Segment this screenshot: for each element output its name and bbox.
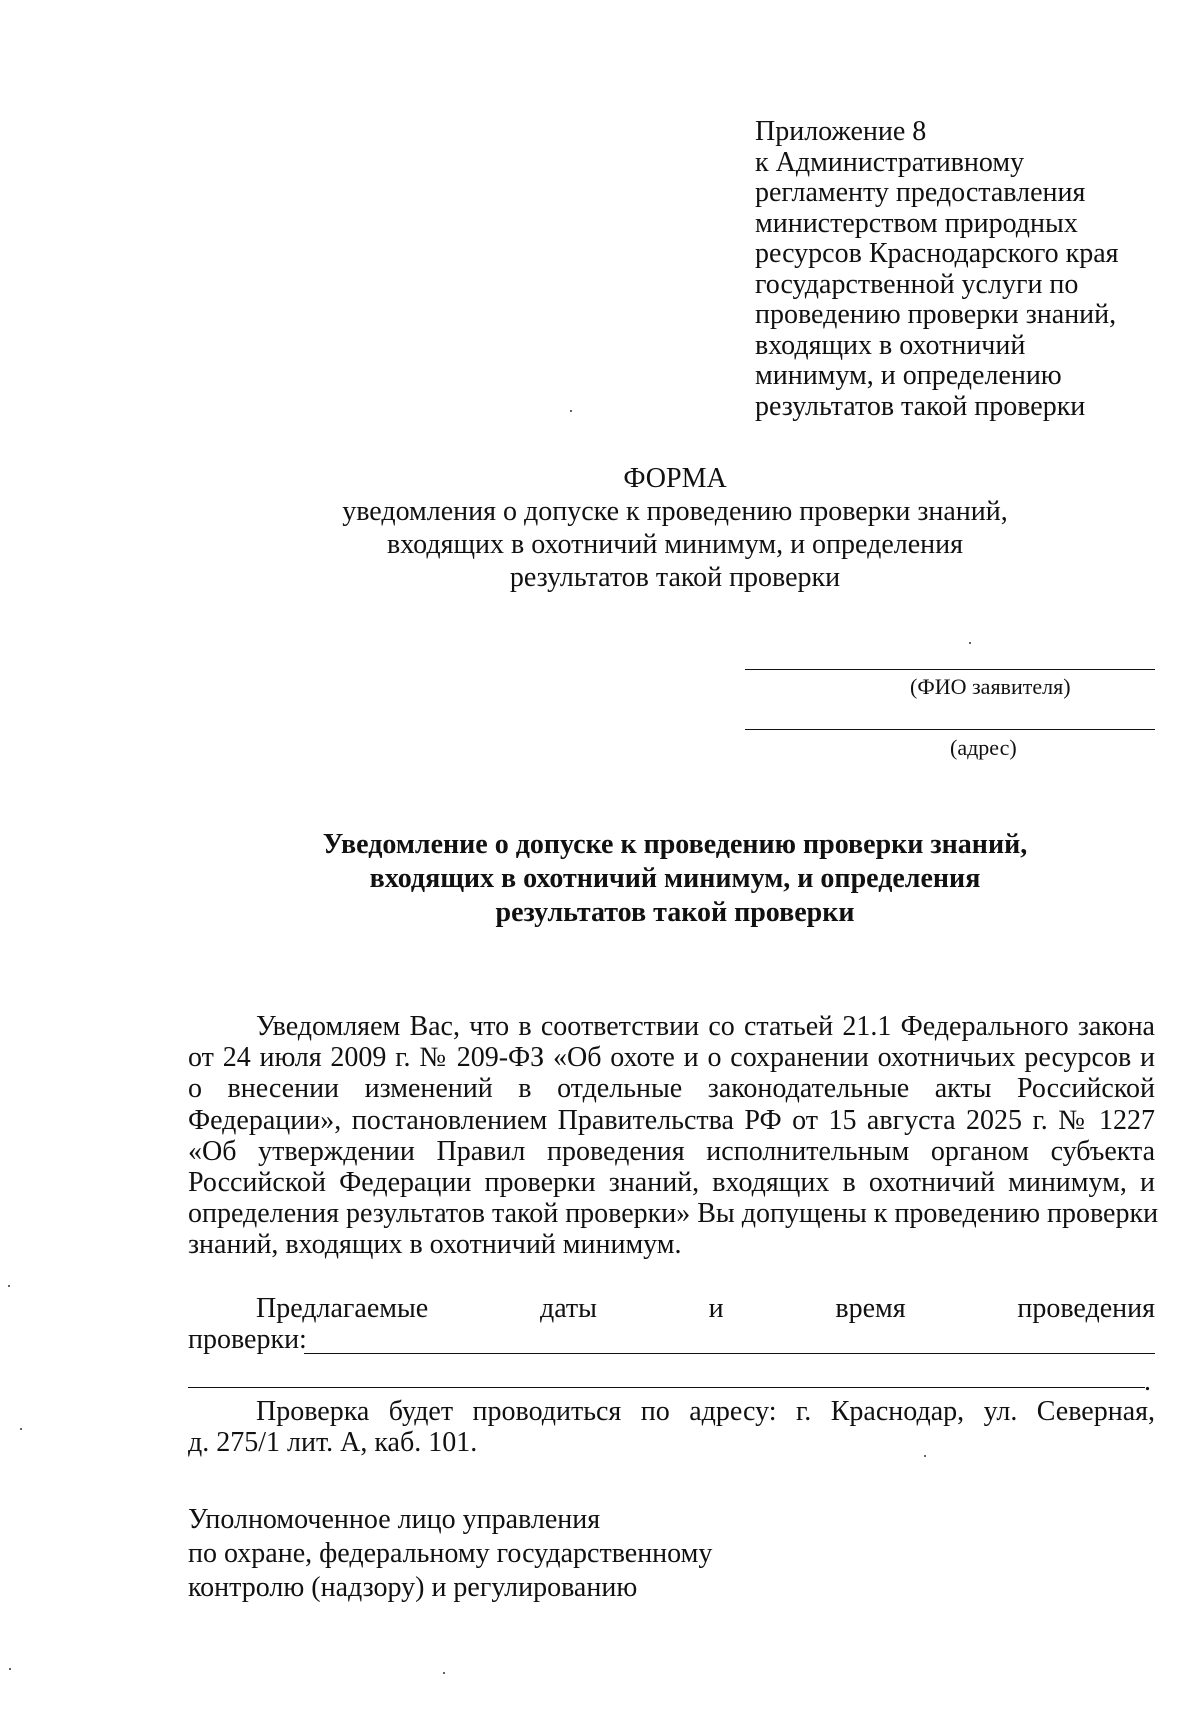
- address-line-text: д. 275/1 лит. А, каб. 101.: [188, 1427, 478, 1459]
- dates-words: [188, 1293, 1155, 1324]
- notice-heading-line: Уведомление о допуске к проведению проверки знаний,: [322, 829, 1028, 860]
- body-line: Федерации», постановлением Правительства РФ от 15 августа 2025 г. № 1227: [188, 1104, 1155, 1136]
- appendix-line: минимум, и определению: [755, 360, 1062, 391]
- signature-block: [188, 1503, 712, 1605]
- dates-word: время: [835, 1293, 906, 1324]
- form-title: [0, 462, 1200, 594]
- address-caption: (адрес): [950, 735, 1017, 760]
- appendix-line: ресурсов Краснодарского края: [755, 238, 1119, 269]
- dates-word: Предлагаемые: [256, 1293, 429, 1324]
- dates-word: даты: [539, 1293, 597, 1324]
- appendix-line: государственной услуги по: [755, 268, 1079, 300]
- appendix-line: результатов такой проверки: [755, 390, 1086, 422]
- scan-speck: [969, 642, 971, 644]
- notice-heading-line: входящих в охотничий минимум, и определения: [369, 863, 981, 894]
- body-line: от 24 июля 2009 г. № 209-ФЗ «Об охоте и о сохранении охотничьих ресурсов и: [188, 1042, 1155, 1074]
- dates-word: проведения: [1017, 1293, 1155, 1324]
- dates-input-line-2[interactable]: [188, 1387, 1145, 1388]
- notice-heading-line: результатов такой проверки: [495, 897, 855, 928]
- body-paragraph: [188, 1011, 1159, 1261]
- body-line: «Об утверждении Правил проведения исполнительным органом субъекта: [188, 1135, 1155, 1167]
- appendix-line: входящих в охотничий: [755, 329, 1026, 361]
- scan-speck: [924, 1455, 926, 1457]
- notice-heading: [0, 828, 1200, 930]
- body-line: о внесении изменений в отдельные законодательные акты Российской: [188, 1073, 1155, 1105]
- scan-speck: [20, 1428, 22, 1430]
- appendix-line: регламенту предоставления: [755, 177, 1086, 208]
- applicant-name-line[interactable]: [745, 669, 1155, 670]
- form-title-line: уведомления о допуске к проведению проверки знаний,: [342, 496, 1008, 527]
- dates-end-mark: .: [1144, 1366, 1151, 1397]
- form-title-line: входящих в охотничий минимум, и определения: [386, 529, 964, 560]
- scan-speck: [570, 410, 572, 412]
- applicant-name-caption: (ФИО заявителя): [910, 674, 1071, 699]
- address-line[interactable]: [745, 729, 1155, 730]
- appendix-block: [755, 117, 1175, 422]
- appendix-line: Приложение 8: [755, 116, 927, 147]
- dates-label: проверки:: [188, 1324, 307, 1355]
- appendix-line: министерством природных: [755, 207, 1078, 239]
- dates-row: [188, 1293, 1155, 1355]
- dates-input-line[interactable]: [304, 1353, 1155, 1354]
- address-line-text: Проверка будет проводиться по адресу: г. Краснодар, ул. Северная,: [256, 1396, 1155, 1427]
- form-title-line: ФОРМА: [623, 463, 727, 494]
- body-line: Уведомляем Вас, что в соответствии со статьей 21.1 Федерального закона: [256, 1011, 1155, 1042]
- scan-speck: [443, 1672, 445, 1674]
- appendix-line: к Административному: [755, 146, 1025, 178]
- scan-speck: [8, 1285, 10, 1287]
- dates-word: и: [708, 1293, 724, 1324]
- body-line: Российской Федерации проверки знаний, входящих в охотничий минимум, и: [188, 1167, 1155, 1199]
- signature-line: Уполномоченное лицо управления: [188, 1504, 601, 1535]
- signature-line: по охране, федеральному государственному: [188, 1538, 713, 1569]
- body-line: знаний, входящих в охотничий минимум.: [188, 1229, 682, 1261]
- address-paragraph: [188, 1396, 1155, 1458]
- body-line: определения результатов такой проверки» Вы допущены к проведению проверки: [188, 1198, 1159, 1230]
- appendix-line: проведению проверки знаний,: [755, 299, 1117, 330]
- scan-speck: [9, 1668, 11, 1670]
- form-title-line: результатов такой проверки: [509, 562, 841, 593]
- signature-line: контролю (надзору) и регулированию: [188, 1572, 638, 1603]
